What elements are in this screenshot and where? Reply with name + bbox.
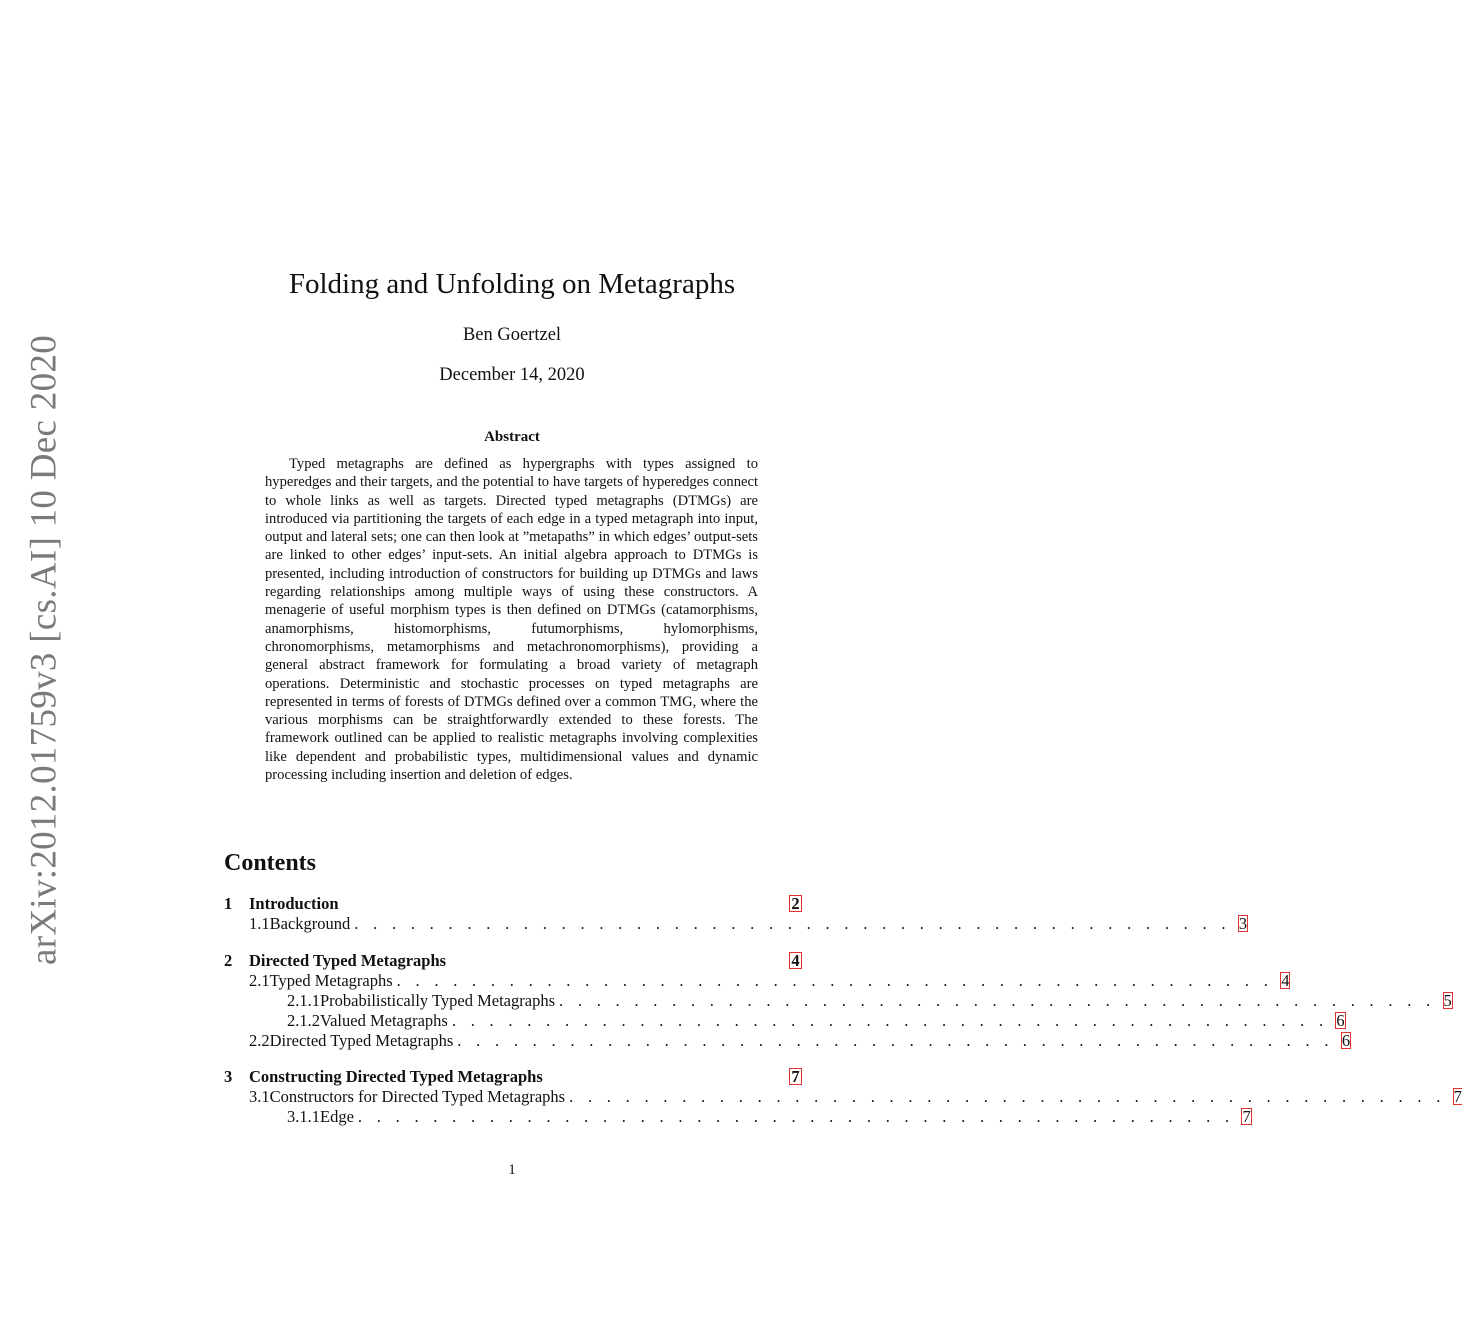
toc-number: 1.1 xyxy=(249,914,270,933)
toc-page-link[interactable]: 6 xyxy=(1336,1011,1345,1030)
paper-date: December 14, 2020 xyxy=(439,365,585,385)
toc-page-link[interactable]: 4 xyxy=(791,951,800,970)
toc-label: Introduction xyxy=(249,894,339,913)
page-number: 1 xyxy=(508,1162,516,1178)
toc-label: Valued Metagraphs xyxy=(320,1011,448,1030)
paper-title: Folding and Unfolding on Metagraphs xyxy=(288,268,736,300)
toc-entry[interactable]: 2.1.2 Valued Metagraphs . . . . . . . . . . . . . . . . . . . . . . . . . . . . . . . . . . . . . . . . . . . . . . . 6 xyxy=(287,1011,1345,1030)
toc-number: 3 xyxy=(224,1067,233,1086)
toc-page-link[interactable]: 3 xyxy=(1238,914,1248,933)
toc-label: Constructors for Directed Typed Metagraphs xyxy=(269,1087,566,1106)
toc-label: Background xyxy=(269,914,351,933)
toc-page-link[interactable]: 7 xyxy=(1242,1107,1251,1126)
contents-heading: Contents xyxy=(224,850,317,876)
abstract-heading: Abstract xyxy=(484,429,540,445)
toc-entry[interactable] xyxy=(224,894,802,914)
toc-entry[interactable]: 2.1 Typed Metagraphs . . . . . . . . . . . . . . . . . . . . . . . . . . . . . . . . . . . . . . . . . . . . . . . 4 xyxy=(249,971,1290,990)
toc-entry[interactable]: 2.1.1 Probabilistically Typed Metagraphs . . . . . . . . . . . . . . . . . . . . . . . . . . . . . . . . . . . . . . . . . . . . . . . 5 xyxy=(287,991,1452,1010)
author-name: Ben Goertzel xyxy=(462,325,562,345)
toc-number: 2 xyxy=(224,951,233,970)
toc-page-link[interactable]: 2 xyxy=(791,894,800,913)
toc-page-link[interactable]: 7 xyxy=(791,1067,800,1086)
toc-label: Edge xyxy=(320,1107,354,1126)
arxiv-stamp: arXiv:2012.01759v3 [cs.AI] 10 Dec 2020 xyxy=(23,335,65,965)
toc-page-link[interactable]: 4 xyxy=(1281,971,1290,990)
toc-number: 2.1 xyxy=(249,971,270,990)
toc-entry[interactable]: 1.1 Background . . . . . . . . . . . . . . . . . . . . . . . . . . . . . . . . . . . . . . . . . . . . . . . 3 xyxy=(249,914,1248,933)
toc-entry[interactable]: 3.1.1 Edge . . . . . . . . . . . . . . . . . . . . . . . . . . . . . . . . . . . . . . . . . . . . . . . 7 xyxy=(287,1107,1251,1126)
toc-number: 2.2 xyxy=(249,1031,270,1050)
toc-number: 1 xyxy=(224,894,233,913)
toc-number: 2.1.1 xyxy=(287,991,320,1010)
toc-page-link[interactable]: 6 xyxy=(1341,1031,1351,1050)
toc-page-link[interactable]: 5 xyxy=(1443,991,1452,1010)
toc-label: Directed Typed Metagraphs xyxy=(269,1031,454,1050)
toc-number: 3.1.1 xyxy=(287,1107,320,1126)
toc-label: Typed Metagraphs xyxy=(269,971,393,990)
toc-entry[interactable] xyxy=(224,1067,802,1087)
toc-entry[interactable]: 2.2 Directed Typed Metagraphs . . . . . . . . . . . . . . . . . . . . . . . . . . . . . . . . . . . . . . . . . . . . . . . 6 xyxy=(249,1031,1351,1050)
toc-number: 3.1 xyxy=(249,1087,270,1106)
toc-label: Directed Typed Metagraphs xyxy=(249,951,447,970)
toc-label: Constructing Directed Typed Metagraphs xyxy=(249,1067,543,1086)
toc-number: 2.1.2 xyxy=(287,1011,320,1030)
toc-page-link[interactable]: 7 xyxy=(1453,1087,1462,1106)
abstract-text: Typed metagraphs are defined as hypergraphs with types assigned to hyperedges and their targets, and the potential to have targets of hyperedges connect to whole links as well as targets. Directed typed metagraphs (DTMGs) are introduced via partitioning the targets of each edge in a typed metagraph into input, output and lateral sets; one can then look at ”metapaths” in which edges’ output-sets are linked to other edges’ input-sets. An initial algebra approach to DTMGs is presented, including introduction of constructors for building up DTMGs and laws regarding relationships among multiple ways of using these constructors. A menagerie of useful morphism types is then defined on DTMGs (catamorphisms, anamorphisms, histomorphisms, futumorphisms, hylomorphisms, chronomorphisms, metamorphisms and metachronomorphisms), providing a general abstract framework for formulating a broad variety of metagraph operations. Deterministic and stochastic processes on typed metagraphs are represented in terms of forests of DTMGs defined over a common TMG, where the various morphisms can be straightforwardly extended to these forests. The framework outlined can be applied to realistic metagraphs involving complexities like dependent and probabilistic types, multidimensional values and dynamic processing including insertion and deletion of edges. xyxy=(265,456,758,784)
toc-entry[interactable] xyxy=(224,951,802,971)
toc-entry[interactable]: 3.1 Constructors for Directed Typed Metagraphs . . . . . . . . . . . . . . . . . . . . . . . . . . . . . . . . . . . . . . . . . . . . . . . 7 xyxy=(249,1087,1462,1106)
toc-label: Probabilistically Typed Metagraphs xyxy=(320,991,555,1010)
